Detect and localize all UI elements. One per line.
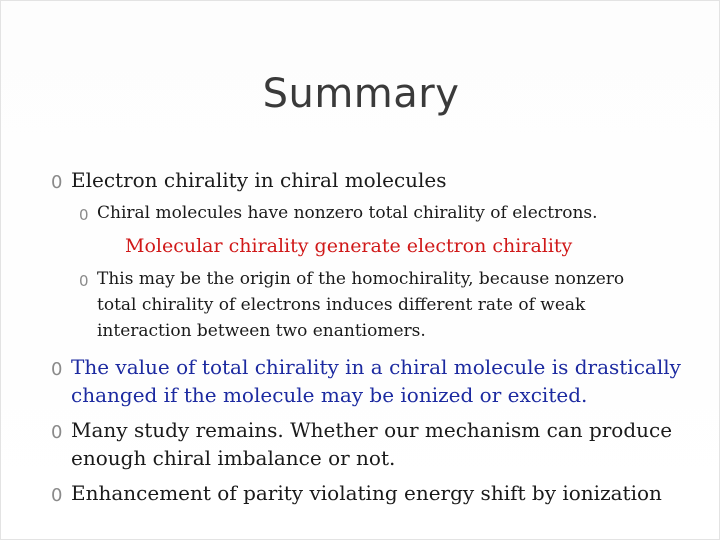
slide-title: Summary: [262, 71, 460, 117]
bullet-1-note: Molecular chirality generate electron chirality: [125, 235, 573, 257]
sub-bullet-marker: 0: [79, 272, 89, 290]
bullet-1-2-line3: interaction between two enantiomers.: [97, 321, 426, 341]
bullet-marker: 0: [51, 485, 63, 506]
bullet-marker: 0: [51, 359, 63, 380]
bullet-2-line2: changed if the molecule may be ionized or excited.: [71, 383, 588, 407]
bullet-1-2-line1: This may be the origin of the homochirality, because nonzero: [97, 269, 625, 289]
bullet-3-line1: Many study remains. Whether our mechanism can produce: [71, 418, 673, 442]
sub-bullet-marker: 0: [79, 206, 89, 224]
bullet-marker: 0: [51, 422, 63, 443]
bullet-1-1-text: Chiral molecules have nonzero total chirality of electrons.: [97, 203, 598, 223]
bullet-1-text: Electron chirality in chiral molecules: [71, 168, 447, 192]
bullet-4-text: Enhancement of parity violating energy shift by ionization: [71, 481, 662, 505]
bullet-3-line2: enough chiral imbalance or not.: [71, 446, 396, 470]
bullet-2-line1: The value of total chirality in a chiral molecule is drastically: [71, 355, 681, 379]
bullet-1-2-line2: total chirality of electrons induces different rate of weak: [97, 295, 586, 315]
bullet-marker: 0: [51, 172, 63, 193]
